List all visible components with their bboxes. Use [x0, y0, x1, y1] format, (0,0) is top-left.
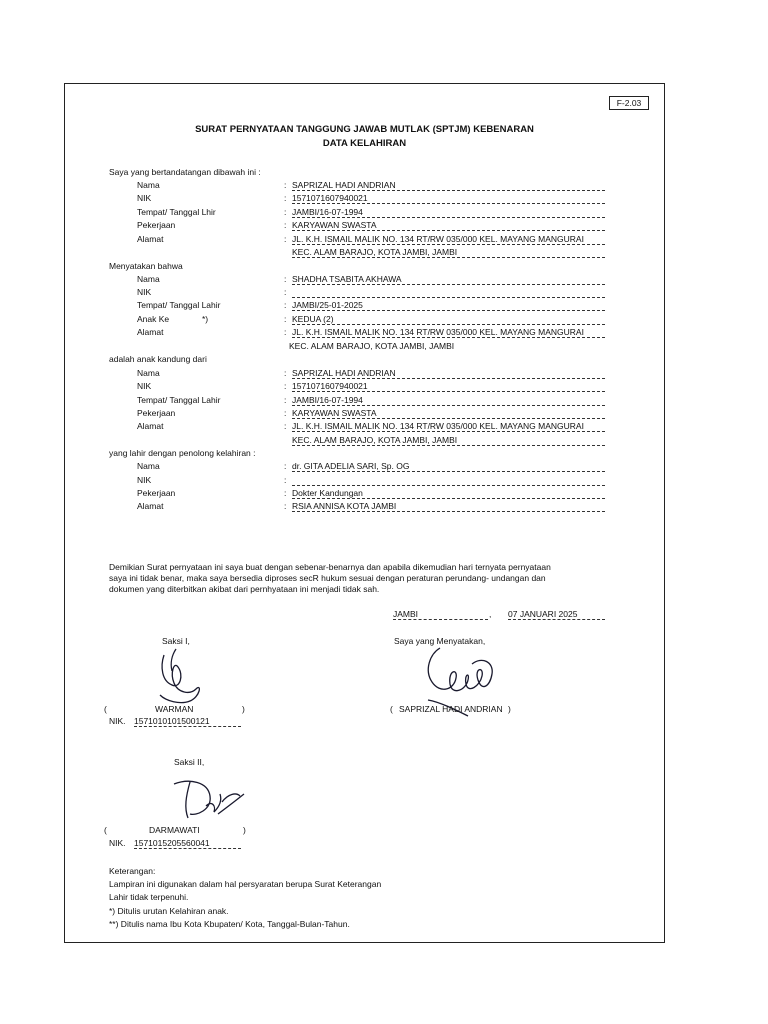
section1-heading: Saya yang bertandatangan dibawah ini : — [109, 167, 261, 177]
closing-line: Demikian Surat pernyataan ini saya buat dengan sebenar-benarnya dan apabila dikemudian hari ternyata pernyataan — [109, 562, 551, 572]
colon: : — [284, 314, 287, 324]
declarant-label: Saya yang Menyatakan, — [394, 636, 486, 646]
field-value: KEDUA (2) — [292, 314, 605, 325]
field-label: Pekerjaan — [137, 408, 176, 418]
colon: : — [284, 180, 287, 190]
colon: : — [284, 234, 287, 244]
notes-line: Lampiran ini digunakan dalam hal persyaratan berupa Surat Keterangan — [109, 879, 382, 889]
field-value: dr. GITA ADELIA SARI, Sp. OG — [292, 461, 605, 472]
field-label: Pekerjaan — [137, 220, 176, 230]
colon: : — [284, 300, 287, 310]
field-value: KARYAWAN SWASTA — [292, 408, 605, 419]
section4-heading: yang lahir dengan penolong kelahiran : — [109, 448, 256, 458]
field-label: Nama — [137, 274, 160, 284]
nik-label: NIK. — [109, 838, 126, 848]
colon: : — [284, 501, 287, 511]
field-label: NIK — [137, 381, 152, 391]
field-value: KARYAWAN SWASTA — [292, 220, 605, 231]
field-value-line2: KEC. ALAM BARAJO, KOTA JAMBI, JAMBI — [292, 435, 605, 446]
field-label: NIK — [137, 287, 152, 297]
comma: , — [489, 609, 492, 619]
field-label: Nama — [137, 461, 160, 471]
paren-close: ) — [243, 825, 246, 835]
field-value: SHADHA TSABITA AKHAWA — [292, 274, 605, 285]
nik-label: NIK. — [109, 716, 126, 726]
field-label: Pekerjaan — [137, 488, 176, 498]
field-label: Anak Ke — [137, 314, 170, 324]
title-line-1: SURAT PERNYATAAN TANGGUNG JAWAB MUTLAK (SPTJM) KEBENARAN — [195, 124, 534, 135]
colon: : — [284, 274, 287, 284]
form-code: F-2.03 — [609, 96, 649, 110]
date: 07 JANUARI 2025 — [508, 609, 605, 620]
field-value: RSIA ANNISA KOTA JAMBI — [292, 501, 605, 512]
field-label: Alamat — [137, 501, 164, 511]
saksi2-signature — [160, 772, 248, 826]
field-value: JL. K.H. ISMAIL MALIK NO. 134 RT/RW 035/000 KEL. MAYANG MANGURAI — [292, 421, 605, 432]
field-label: Alamat — [137, 421, 164, 431]
paren-open: ( — [390, 704, 393, 714]
closing-line: dokumen yang diterbitkan akibat dari pernhyataan ini menjadi tidak sah. — [109, 584, 380, 594]
field-value: 1571071607940021 — [292, 193, 605, 204]
paren-close: ) — [508, 704, 511, 714]
colon: : — [284, 207, 287, 217]
field-label: Alamat — [137, 234, 164, 244]
paren-open: ( — [104, 704, 107, 714]
section3-heading: adalah anak kandung dari — [109, 354, 207, 364]
field-label: NIK — [137, 193, 152, 203]
saksi1-nik: 1571010101500121 — [134, 716, 241, 727]
colon: : — [284, 488, 287, 498]
colon: : — [284, 368, 287, 378]
colon: : — [284, 421, 287, 431]
colon: : — [284, 381, 287, 391]
field-value: JL. K.H. ISMAIL MALIK NO. 134 RT/RW 035/000 KEL. MAYANG MANGURAI — [292, 234, 605, 245]
saksi2-nik: 1571015205560041 — [134, 838, 241, 849]
field-value — [292, 475, 605, 486]
field-value: JAMBI/25-01-2025 — [292, 300, 605, 311]
field-label: Tempat/ Tanggal Lahir — [137, 395, 221, 405]
field-value: JAMBI/16-07-1994 — [292, 207, 605, 218]
footnote-marker: *) — [202, 314, 209, 324]
notes-heading: Keterangan: — [109, 866, 156, 876]
place: JAMBI — [393, 609, 488, 620]
field-value-line2: KEC. ALAM BARAJO, KOTA JAMBI, JAMBI — [292, 247, 605, 258]
colon: : — [284, 220, 287, 230]
saksi1-signature — [150, 645, 210, 707]
colon: : — [284, 408, 287, 418]
field-value: 1571071607940021 — [292, 381, 605, 392]
field-label: Alamat — [137, 327, 164, 337]
section2-heading: Menyatakan bahwa — [109, 261, 183, 271]
field-value: JL. K.H. ISMAIL MALIK NO. 134 RT/RW 035/000 KEL. MAYANG MANGURAI — [292, 327, 605, 338]
field-value: SAPRIZAL HADI ANDRIAN — [292, 180, 605, 191]
field-value: Dokter Kandungan — [292, 488, 605, 499]
colon: : — [284, 193, 287, 203]
colon: : — [284, 475, 287, 485]
saksi1-name: WARMAN — [155, 704, 194, 714]
notes-line: **) Ditulis nama Ibu Kota Kbupaten/ Kota, Tanggal-Bulan-Tahun. — [109, 919, 350, 929]
field-value — [292, 287, 605, 298]
title-line-2: DATA KELAHIRAN — [322, 138, 407, 149]
paren-open: ( — [104, 825, 107, 835]
saksi2-name: DARMAWATI — [149, 825, 200, 835]
colon: : — [284, 327, 287, 337]
declarant-name: SAPRIZAL HADI ANDRIAN — [399, 704, 503, 714]
paren-close: ) — [242, 704, 245, 714]
field-value: SAPRIZAL HADI ANDRIAN — [292, 368, 605, 379]
colon: : — [284, 287, 287, 297]
colon: : — [284, 395, 287, 405]
field-label: NIK — [137, 475, 152, 485]
field-label: Nama — [137, 368, 160, 378]
field-value: JAMBI/16-07-1994 — [292, 395, 605, 406]
saksi2-label: Saksi II, — [174, 757, 205, 767]
colon: : — [284, 461, 287, 471]
closing-line: saya ini tidak benar, maka saya bersedia diproses secR hukum sesuai dengan peraturan perundang- undangan dan — [109, 573, 546, 583]
field-label: Tempat/ Tanggal Lhir — [137, 207, 216, 217]
field-value-line2: KEC. ALAM BARAJO, KOTA JAMBI, JAMBI — [289, 341, 455, 351]
field-label: Nama — [137, 180, 160, 190]
saksi1-label: Saksi I, — [162, 636, 190, 646]
notes-line: Lahir tidak terpenuhi. — [109, 892, 189, 902]
field-label: Tempat/ Tanggal Lahir — [137, 300, 221, 310]
notes-line: *) Ditulis urutan Kelahiran anak. — [109, 906, 229, 916]
